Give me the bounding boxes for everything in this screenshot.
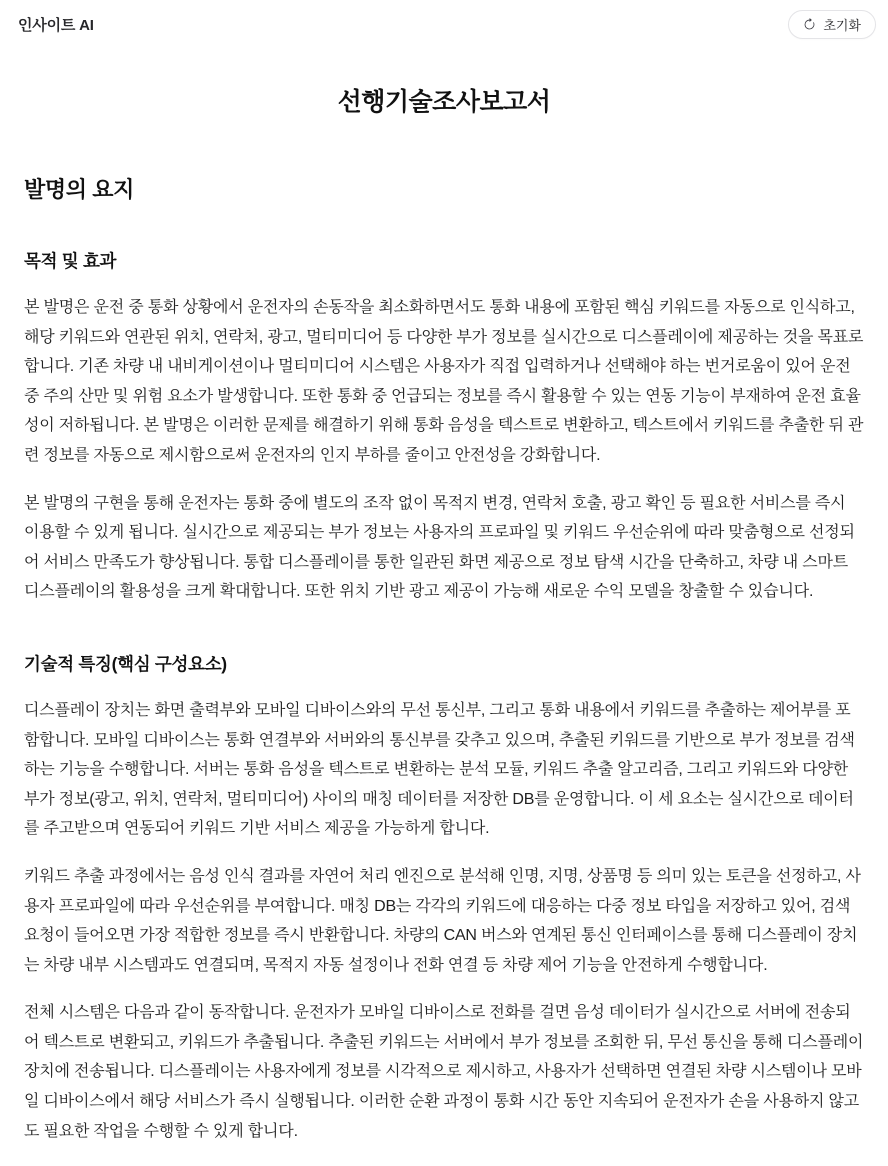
- reset-button[interactable]: [788, 10, 876, 39]
- paragraph-technical-2: 키워드 추출 과정에서는 음성 인식 결과를 자연어 처리 엔진으로 분석해 인명, 지명, 상품명 등 의미 있는 토큰을 선정하고, 사용자 프로파일에 따라 우선순위를 부여합니다. 매칭 DB는 각각의 키워드에 대응하는 다중 정보 타입을 저장하고 있어, 검색 요청이 들어오면 가장 적합한 정보를 즉시 반환합니다. 차량의 CAN 버스와 연계된 통신 인터페이스를 통해 디스플레이 장치는 차량 내부 시스템과도 연결되며, 목적지 자동 설정이나 전화 연결 등 차량 제어 기능을 안전하게 수행합니다.: [24, 867, 861, 974]
- subsection-heading-purpose-effect: 목적 및 효과: [24, 251, 117, 271]
- paragraph-purpose-2: 본 발명의 구현을 통해 운전자는 통화 중에 별도의 조작 없이 목적지 변경, 연락처 호출, 광고 확인 등 필요한 서비스를 즉시 이용할 수 있게 됩니다. 실시간으로 제공되는 부가 정보는 사용자의 프로파일 및 키워드 우선순위에 따라 맞춤형으로 선정되어 서비스 만족도가 향상됩니다. 통합 디스플레이를 통한 일관된 화면 제공으로 정보 탐색 시간을 단축하고, 차량 내 스마트 디스플레이의 활용성을 크게 확대합니다. 또한 위치 기반 광고 제공이 가능해 새로운 수익 모델을 창출할 수 있습니다.: [24, 494, 855, 601]
- reset-button-label: 초기화: [823, 17, 861, 33]
- document-title: 선행기술조사보고서: [337, 88, 551, 116]
- subsection-heading-technical-features: 기술적 특징(핵심 구성요소): [24, 653, 227, 674]
- paragraph-technical-1: 디스플레이 장치는 화면 출력부와 모바일 디바이스와의 무선 통신부, 그리고 통화 내용에서 키워드를 추출하는 제어부를 포함합니다. 모바일 디바이스는 통화 연결부와 서버와의 통신부를 갖추고 있으며, 추출된 키워드를 기반으로 부가 정보를 검색하는 기능을 수행합니다. 서버는 통화 음성을 텍스트로 변환하는 분석 모듈, 키워드 추출 알고리즘, 그리고 키워드와 다양한 부가 정보(광고, 위치, 연락처, 멀티미디어) 사이의 매칭 데이터를 저장한 DB를 운영합니다. 이 세 요소는 실시간으로 데이터를 주고받으며 연동되어 키워드 기반 서비스 제공을 가능하게 합니다.: [24, 701, 855, 838]
- refresh-icon: [803, 18, 816, 31]
- app-header: [0, 0, 888, 48]
- report-document: [0, 48, 888, 1166]
- paragraph-purpose-1: 본 발명은 운전 중 통화 상황에서 운전자의 손동작을 최소화하면서도 통화 내용에 포함된 핵심 키워드를 자동으로 인식하고, 해당 키워드와 연관된 위치, 연락처, 광고, 멀티미디어 등 다양한 부가 정보를 실시간으로 디스플레이에 제공하는 것을 목표로 합니다. 기존 차량 내 내비게이션이나 멀티미디어 시스템은 사용자가 직접 입력하거나 선택해야 하는 번거로움이 있어 운전 중 주의 산만 및 위험 요소가 발생합니다. 또한 통화 중 언급되는 정보를 즉시 활용할 수 있는 연동 기능이 부재하여 운전 효율성이 저하됩니다. 본 발명은 이러한 문제를 해결하기 위해 통화 음성을 텍스트로 변환하고, 텍스트에서 키워드를 추출한 뒤 관련 정보를 자동으로 제시함으로써 운전자의 인지 부하를 줄이고 안전성을 강화합니다.: [24, 299, 864, 464]
- paragraph-technical-3: 전체 시스템은 다음과 같이 동작합니다. 운전자가 모바일 디바이스로 전화를 걸면 음성 데이터가 실시간으로 서버에 전송되어 텍스트로 변환되고, 키워드가 추출됩니다. 추출된 키워드는 서버에서 부가 정보를 조회한 뒤, 무선 통신을 통해 디스플레이 장치에 전송됩니다. 디스플레이는 사용자에게 정보를 시각적으로 제시하고, 사용자가 선택하면 연결된 차량 시스템이나 모바일 디바이스에서 해당 서비스가 즉시 실행됩니다. 이러한 순환 과정이 통화 시간 동안 지속되어 운전자가 손을 사용하지 않고도 필요한 작업을 수행할 수 있게 합니다.: [24, 1004, 864, 1140]
- section-heading-invention-summary: 발명의 요지: [24, 177, 134, 202]
- app-title: 인사이트 AI: [18, 16, 94, 34]
